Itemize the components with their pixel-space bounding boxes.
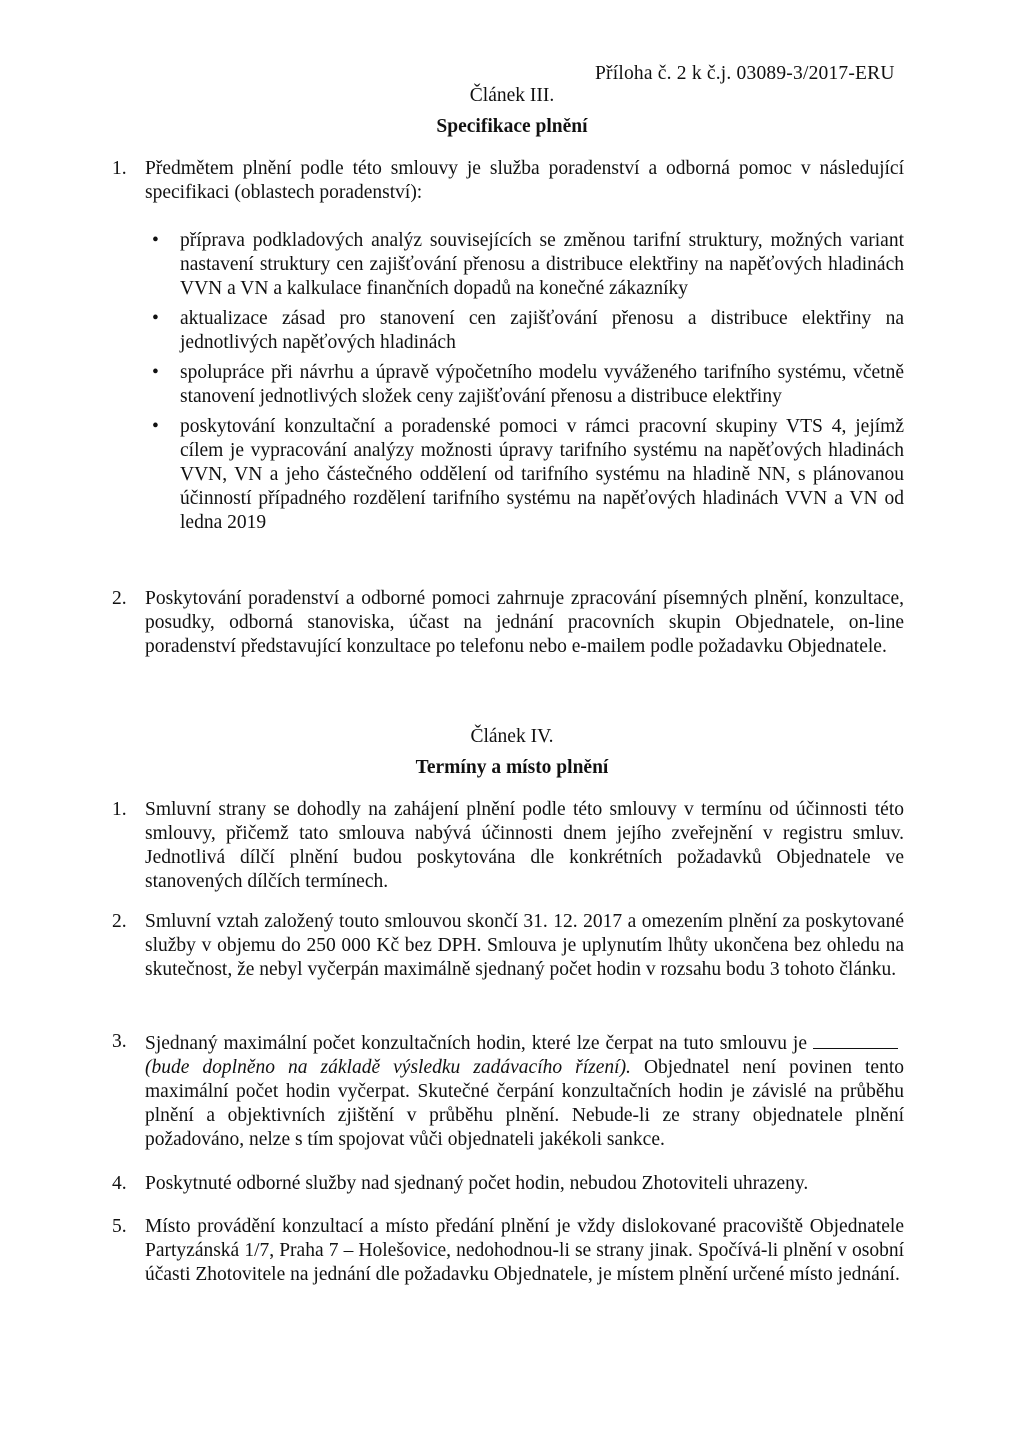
paragraph-text: Místo provádění konzultací a místo předání plnění je vždy dislokované pracoviště Objednatele Partyzánská 1/7, Praha 7 – Holešovice, nedohodnou-li se strany jinak. Spočívá-li plnění v osobní účasti Zhotovitele na jednání dle požadavku Objednatele, je místem plnění určené místo jednání. xyxy=(145,1216,904,1285)
article-4-paragraph-1 xyxy=(112,798,904,894)
list-item-text: poskytování konzultační a poradenské pomoci v rámci pracovní skupiny VTS 4, jejímž cílem je vypracování analýzy možnosti úpravy tarifního systému na napěťových hladinách VVN, VN a jeho částečného oddělení od tarifního systému na hladině NN, s plánovanou účinností případného rozdělení tarifního systému na napěťových hladinách VVN a VN od ledna 2019 xyxy=(180,416,904,533)
bullet-icon: • xyxy=(152,308,159,329)
paragraph-rest: Objednatel není povinen tento maximální počet hodin vyčerpat. Skutečné čerpání konzultačních hodin je závislé na průběhu plnění a objektivních zjištění v průběhu plnění. Nebude-li ze strany objednatele plnění požadováno, nelze s tím spojovat vůči objednateli jakékoli sankce. xyxy=(145,1057,904,1150)
list-item xyxy=(152,361,904,409)
paragraph-text: Smluvní strany se dohodly na zahájení plnění podle této smlouvy v termínu od účinnosti této smlouvy, přičemž tato smlouva nabývá účinnosti dnem jejího zveřejnění v registru smluv. Jednotlivá dílčí plnění budou poskytována dle konkrétních požadavků Objednatele ve stanovených dílčích termínech. xyxy=(145,799,904,892)
attachment-reference: Příloha č. 2 k č.j. 03089-3/2017-ERU xyxy=(595,63,895,84)
bullet-icon: • xyxy=(152,362,159,383)
paragraph-number: 2. xyxy=(112,588,127,609)
paragraph-number: 4. xyxy=(112,1173,127,1194)
list-item xyxy=(152,229,904,301)
article-4-label: Článek IV. xyxy=(470,726,554,747)
bullet-icon: • xyxy=(152,230,159,251)
paragraph-text: Poskytnuté odborné služby nad sjednaný počet hodin, nebudou Zhotoviteli uhrazeny. xyxy=(145,1173,809,1194)
article-4-paragraph-3 xyxy=(112,1030,904,1152)
list-item-text: aktualizace zásad pro stanovení cen zajišťování přenosu a distribuce elektřiny na jednotlivých napěťových hladinách xyxy=(180,308,904,353)
paragraph-text: Smluvní vztah založený touto smlouvou skončí 31. 12. 2017 a omezením plnění za poskytované služby v objemu do 250 000 Kč bez DPH. Smlouva je uplynutím lhůty ukončena bez ohledu na skutečnost, že nebyl vyčerpán maximálně sjednaný počet hodin v rozsahu bodu 3 tohoto článku. xyxy=(145,911,904,980)
paragraph-number: 5. xyxy=(112,1216,127,1237)
article-3-title: Specifikace plnění xyxy=(436,116,588,137)
list-item xyxy=(152,307,904,355)
article-4-paragraph-5 xyxy=(112,1215,904,1287)
article-4-paragraph-2 xyxy=(112,910,904,982)
paragraph-number: 3. xyxy=(112,1031,127,1052)
article-4-title: Termíny a místo plnění xyxy=(415,757,609,778)
paragraph-lead: Sjednaný maximální počet konzultačních hodin, které lze čerpat na tuto smlouvu je xyxy=(145,1033,808,1054)
paragraph-number: 2. xyxy=(112,911,127,932)
article-3-label: Článek III. xyxy=(469,85,555,106)
paragraph-number: 1. xyxy=(112,799,127,820)
list-item-text: spolupráce při návrhu a úpravě výpočetního modelu vyváženého tarifního systému, včetně stanovení jednotlivých složek ceny zajišťování přenosu a distribuce elektřiny xyxy=(180,362,904,407)
article-3-paragraph-1 xyxy=(112,157,904,205)
article-4-paragraph-4 xyxy=(112,1172,904,1196)
specification-list xyxy=(112,229,904,541)
blank-fill-line xyxy=(813,1030,898,1049)
paragraph-text xyxy=(145,1030,904,1152)
list-item xyxy=(152,415,904,535)
paragraph-text: Předmětem plnění podle této smlouvy je služba poradenství a odborná pomoc v následující specifikaci (oblastech poradenství): xyxy=(145,158,904,203)
paragraph-text: Poskytování poradenství a odborné pomoci zahrnuje zpracování písemných plnění, konzultace, posudky, odborná stanoviska, účast na jednání pracovních skupin Objednatele, on-line poradenství představující konzultace po telefonu nebo e-mailem podle požadavku Objednatele. xyxy=(145,588,904,657)
placeholder-note: (bude doplněno na základě výsledku zadávacího řízení). xyxy=(145,1057,631,1078)
paragraph-number: 1. xyxy=(112,158,127,179)
bullet-icon: • xyxy=(152,416,159,437)
article-3-paragraph-2 xyxy=(112,587,904,659)
list-item-text: příprava podkladových analýz souvisejících se změnou tarifní struktury, možných variant nastavení struktury cen zajišťování přenosu a distribuce elektřiny na napěťových hladinách VVN a VN a kalkulace finančních dopadů na konečné zákazníky xyxy=(180,230,904,299)
